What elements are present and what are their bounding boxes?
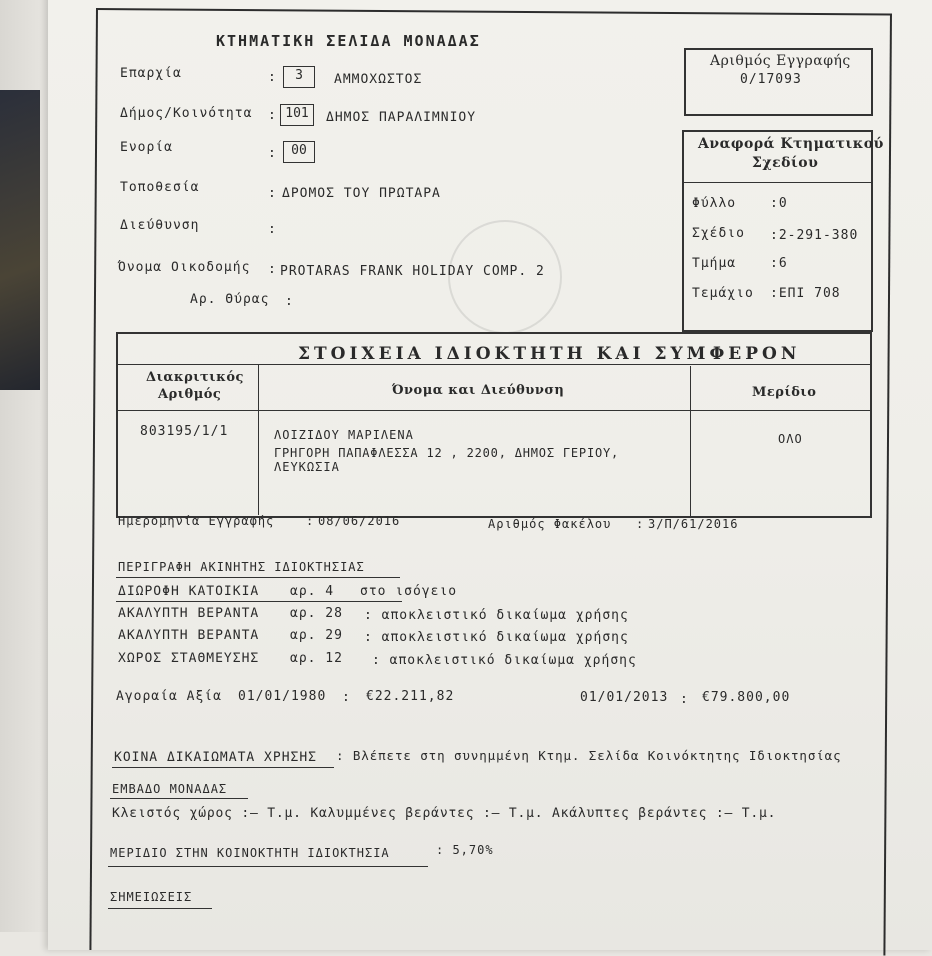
market-date-2: 01/01/2013 [580, 690, 669, 705]
dimos-code: 101 [280, 104, 314, 126]
dimos-label: Δήμος/Κοινότητα [120, 106, 253, 121]
area-title: ΕΜΒΑΔΟ ΜΟΝΑΔΑΣ [112, 782, 228, 796]
owners-col-divider-1 [258, 365, 259, 515]
plan-ref-title-1: Αναφορά Κτηματικού [698, 136, 884, 152]
registration-label: Αριθμός Εγγραφής [710, 53, 851, 69]
market-label: Αγοραία Αξία [116, 689, 222, 704]
eparchia-code: 3 [283, 66, 315, 88]
oikodomi-colon: : [268, 262, 277, 277]
reg-date-value: 08/06/2016 [318, 514, 401, 528]
desc-item-4-number: αρ. 12 [290, 651, 343, 666]
desc-item-1-number: αρ. 4 [290, 584, 335, 599]
reg-date-label: Ημερομηνία Εγγραφής [118, 514, 275, 528]
fyllo-label: Φύλλο [692, 196, 737, 211]
tmima-label: Τμήμα [692, 256, 737, 271]
owners-header-divider [118, 410, 870, 411]
background-object [0, 90, 40, 390]
market-date-1: 01/01/1980 [238, 689, 327, 704]
file-label: Αριθμός Φακέλου [488, 517, 612, 531]
common-rights-underline [112, 767, 334, 768]
description-title-underline [116, 577, 400, 578]
owner-name: ΛΟΙΖΙΔΟΥ ΜΑΡΙΛΕΝΑ [274, 428, 414, 442]
market-colon-2: : [680, 692, 689, 707]
oikodomi-value: PROTARAS FRANK HOLIDAY COMP. 2 [280, 264, 545, 279]
owner-share: ΟΛΟ [778, 432, 803, 446]
schedio-label: Σχέδιο [692, 226, 745, 241]
share-label-underline [108, 866, 428, 867]
desc-item-1-type: ΔΙΩΡΟΦΗ ΚΑΤΟΙΚΙΑ [118, 584, 260, 599]
notes-title: ΣΗΜΕΙΩΣΕΙΣ [110, 890, 193, 904]
common-rights-value: : Βλέπετε στη συνημμένη Κτημ. Σελίδα Κοινόκτητης Ιδιοκτησίας [336, 748, 842, 763]
desc-item-2-type: ΑΚΑΛΥΠΤΗ ΒΕΡΑΝΤΑ [118, 606, 260, 621]
notes-title-underline [108, 908, 212, 909]
eparchia-label: Επαρχία [120, 66, 182, 81]
owners-col-divider-2 [690, 366, 691, 516]
desc-item-3-type: ΑΚΑΛΥΠΤΗ ΒΕΡΑΝΤΑ [118, 628, 260, 643]
diefthinsi-colon: : [268, 222, 277, 237]
temaxio-value: :ΕΠΙ 708 [770, 286, 841, 301]
schedio-value: :2-291-380 [770, 228, 859, 243]
market-colon-1: : [342, 690, 351, 705]
thyras-label: Αρ. Θύρας [190, 292, 270, 307]
eparchia-colon: : [268, 70, 277, 85]
plan-ref-divider [684, 182, 871, 183]
common-rights-label: ΚΟΙΝΑ ΔΙΚΑΙΩΜΑΤΑ ΧΡΗΣΗΣ [114, 750, 318, 765]
tmima-value: :6 [770, 256, 788, 271]
desc-item-3-number: αρ. 29 [290, 628, 343, 643]
enoria-code: 00 [283, 141, 315, 163]
temaxio-label: Τεμάχιο [692, 286, 754, 301]
area-line: Κλειστός χώρος :— Τ.μ. Καλυμμένες βεράντες :— Τ.μ. Ακάλυπτες βεράντες :— Τ.μ. [112, 806, 777, 821]
oikodomi-label: Όνομα Οικοδομής [118, 260, 251, 275]
desc-item-1-note: στο ισόγειο [360, 584, 458, 599]
dimos-value: ΔΗΜΟΣ ΠΑΡΑΛΙΜΝΙΟΥ [326, 110, 477, 125]
desc-item-2-note: : αποκλειστικό δικαίωμα χρήσης [364, 608, 629, 623]
topothesia-colon: : [268, 186, 277, 201]
fyllo-value: :0 [770, 196, 788, 211]
market-value-2: €79.800,00 [702, 690, 791, 705]
dimos-colon: : [268, 108, 277, 123]
diefthinsi-label: Διεύθυνση [120, 218, 200, 233]
col-id-header-1: Διακριτικός [146, 370, 244, 385]
file-colon: : [636, 517, 645, 531]
enoria-label: Ενορία [120, 140, 173, 155]
topothesia-value: ΔΡΟΜΟΣ ΤΟΥ ΠΡΩΤΑΡΑ [282, 186, 441, 201]
desc-item-1-underline [116, 601, 402, 602]
col-share-header: Μερίδιο [752, 385, 817, 400]
owner-address-1: ΓΡΗΓΟΡΗ ΠΑΠΑΦΛΕΣΣΑ 12 , 2200, ΔΗΜΟΣ ΓΕΡΙΟΥ, [274, 446, 620, 460]
plan-ref-title-2: Σχεδίου [752, 155, 819, 171]
area-title-underline [110, 798, 248, 799]
desc-item-4-type: ΧΩΡΟΣ ΣΤΑΘΜΕΥΣΗΣ [118, 651, 260, 666]
owner-address-2: ΛΕΥΚΩΣΙΑ [274, 460, 340, 474]
col-id-header-2: Αριθμός [158, 387, 222, 402]
share-value: : 5,70% [436, 843, 494, 857]
topothesia-label: Τοποθεσία [120, 180, 200, 195]
registration-value: 0/17093 [740, 72, 802, 87]
page-title: ΚΤΗΜΑΤΙΚΗ ΣΕΛΙΔΑ ΜΟΝΑΔΑΣ [216, 32, 481, 50]
market-value-1: €22.211,82 [366, 689, 455, 704]
owners-section-title: ΣΤΟΙΧΕΙΑ ΙΔΙΟΚΤΗΤΗ ΚΑΙ ΣΥΜΦΕΡΟΝ [298, 344, 801, 364]
desc-item-4-note: : αποκλειστικό δικαίωμα χρήσης [372, 653, 637, 668]
thyras-colon: : [285, 294, 294, 309]
file-value: 3/Π/61/2016 [648, 517, 739, 531]
description-title: ΠΕΡΙΓΡΑΦΗ ΑΚΙΝΗΤΗΣ ΙΔΙΟΚΤΗΣΙΑΣ [118, 560, 365, 574]
desc-item-3-note: : αποκλειστικό δικαίωμα χρήσης [364, 630, 629, 645]
enoria-colon: : [268, 146, 277, 161]
col-name-header: Όνομα και Διεύθυνση [392, 383, 565, 398]
share-label: ΜΕΡΙΔΙΟ ΣΤΗΝ ΚΟΙΝΟΚΤΗΤΗ ΙΔΙΟΚΤΗΣΙΑ [110, 846, 390, 860]
reg-date-colon: : [306, 514, 315, 528]
owner-id: 803195/1/1 [140, 424, 229, 439]
desc-item-2-number: αρ. 28 [290, 606, 343, 621]
owners-title-divider [118, 364, 870, 365]
eparchia-value: ΑΜΜΟΧΩΣΤΟΣ [334, 72, 423, 87]
